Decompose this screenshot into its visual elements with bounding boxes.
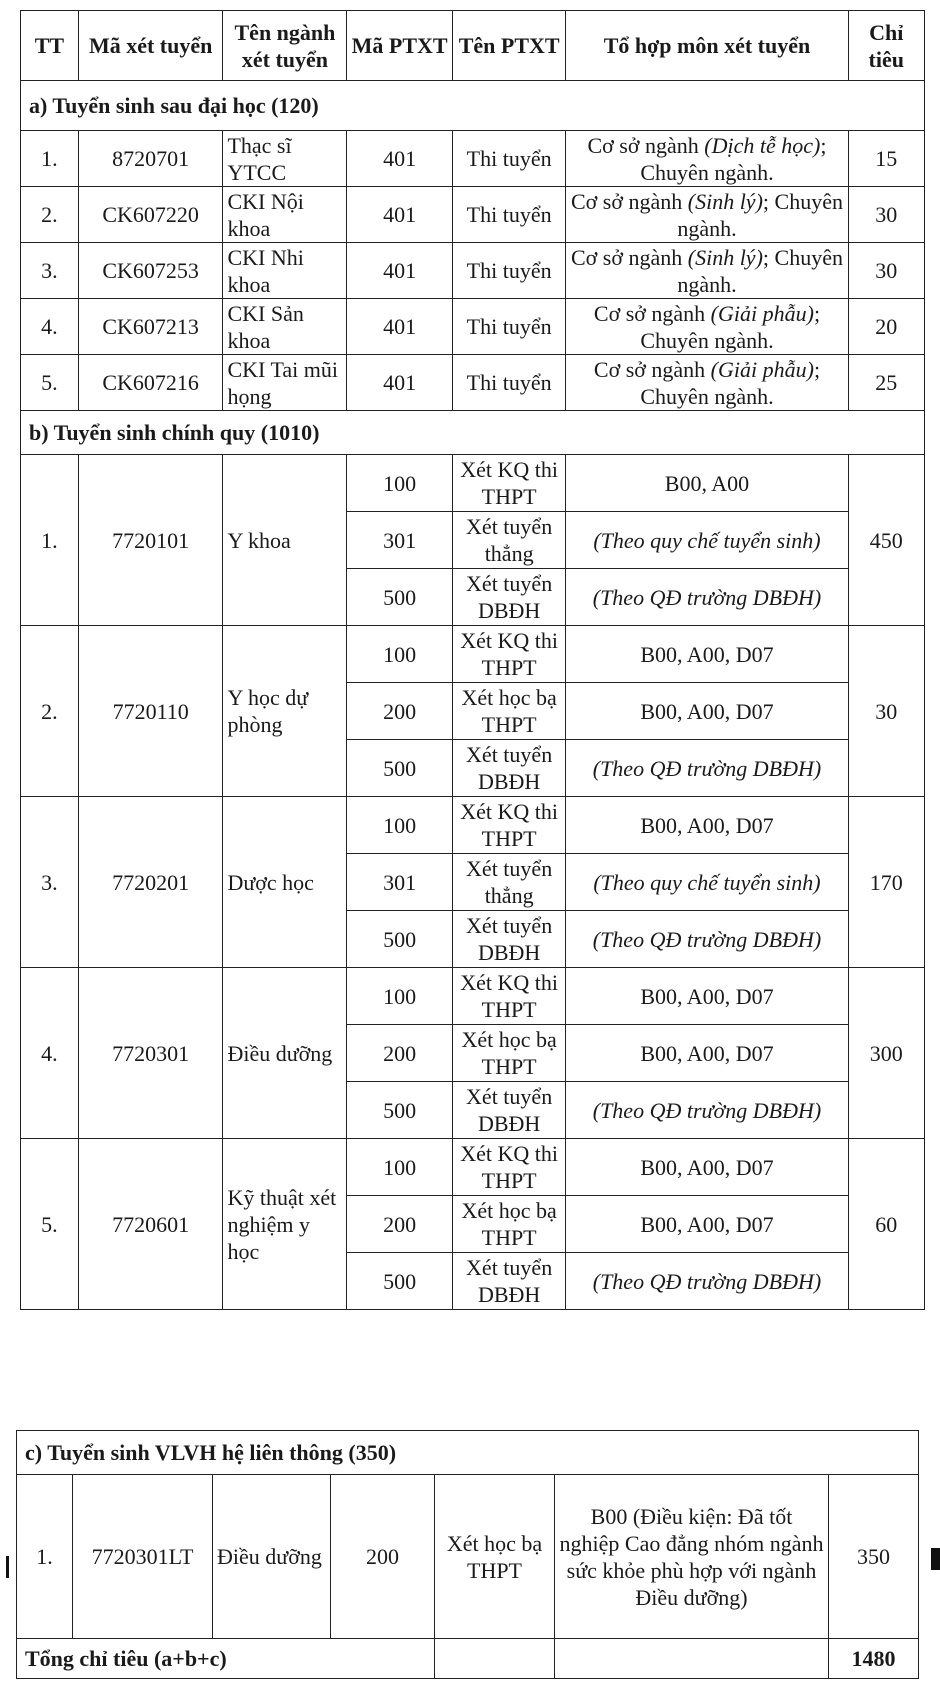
row-ten-nganh: Kỹ thuật xét nghiệm y học (223, 1139, 347, 1310)
col-chi-tieu: Chỉ tiêu (848, 11, 925, 81)
row-ten-nganh: CKI Nhi khoa (223, 243, 347, 299)
row-ten-ptxt: Xét tuyển DBĐH (452, 911, 566, 968)
table-row (21, 131, 925, 187)
to-hop-subject: (Giải phẫu) (710, 356, 814, 382)
row-to-hop: (Theo QĐ trường DBĐH) (566, 740, 848, 797)
vlvh-table (16, 1430, 919, 1679)
row-ten-nganh: Thạc sĩ YTCC (223, 131, 347, 187)
row-to-hop: B00, A00 (566, 455, 848, 512)
to-hop-text: Cơ sở ngành (570, 188, 688, 214)
table-row (21, 187, 925, 243)
to-hop-text: ; Chuyên ngành. (677, 188, 843, 241)
row-ten-ptxt: Xét học bạ THPT (452, 1025, 566, 1082)
row-to-hop: (Theo quy chế tuyển sinh) (566, 512, 848, 569)
row-to-hop (566, 299, 848, 355)
row-ten-ptxt: Xét tuyển DBĐH (452, 1082, 566, 1139)
col-ten-nganh: Tên ngành xét tuyển (223, 11, 347, 81)
row-tt: 1. (21, 131, 79, 187)
row-ma-ptxt: 401 (347, 299, 452, 355)
row-ma: 8720701 (78, 131, 223, 187)
row-ma-ptxt: 401 (347, 187, 452, 243)
row-tt: 1. (21, 455, 79, 626)
table-row (21, 626, 925, 683)
row-chi-tieu: 450 (848, 455, 925, 626)
row-ten-ptxt: Xét tuyển thẳng (452, 512, 566, 569)
row-ten-ptxt: Thi tuyển (452, 243, 566, 299)
total-row (17, 1639, 919, 1679)
to-hop-text: Cơ sở ngành (593, 356, 711, 382)
col-ma-xet-tuyen: Mã xét tuyển (78, 11, 223, 81)
row-to-hop (566, 355, 848, 411)
total-label: Tổng chỉ tiêu (a+b+c) (17, 1639, 435, 1679)
row-ten-nganh: Y học dự phòng (223, 626, 347, 797)
row-to-hop: B00, A00, D07 (566, 683, 848, 740)
total-empty-2 (555, 1639, 829, 1679)
row-ma-ptxt: 100 (347, 1139, 452, 1196)
row-tt: 2. (21, 626, 79, 797)
section-c-title: c) Tuyển sinh VLVH hệ liên thông (350) (17, 1431, 919, 1475)
row-ma: CK607220 (78, 187, 223, 243)
row-tt: 3. (21, 243, 79, 299)
table-row (21, 299, 925, 355)
row-chi-tieu: 170 (848, 797, 925, 968)
row-chi-tieu: 30 (848, 187, 925, 243)
to-hop-text: ; Chuyên ngành. (640, 300, 821, 353)
row-ma-ptxt: 200 (347, 683, 452, 740)
table-row (21, 1139, 925, 1196)
row-to-hop: (Theo quy chế tuyển sinh) (566, 854, 848, 911)
row-to-hop: (Theo QĐ trường DBĐH) (566, 911, 848, 968)
row-ten-nganh: Y khoa (223, 455, 347, 626)
row-to-hop (566, 131, 848, 187)
row-to-hop: B00, A00, D07 (566, 1139, 848, 1196)
row-to-hop (566, 243, 848, 299)
row-ma-ptxt: 200 (347, 1196, 452, 1253)
row-ten-ptxt: Xét tuyển DBĐH (452, 569, 566, 626)
row-ma-ptxt: 100 (347, 626, 452, 683)
row-chi-tieu: 30 (848, 626, 925, 797)
row-to-hop: B00, A00, D07 (566, 797, 848, 854)
row-ma: CK607213 (78, 299, 223, 355)
row-ten-nganh: CKI Sản khoa (223, 299, 347, 355)
row-chi-tieu: 300 (848, 968, 925, 1139)
row-tt: 4. (21, 968, 79, 1139)
row-chi-tieu: 15 (848, 131, 925, 187)
col-ten-ptxt: Tên PTXT (452, 11, 566, 81)
row-to-hop: (Theo QĐ trường DBĐH) (566, 569, 848, 626)
to-hop-subject: (Giải phẫu) (710, 300, 814, 326)
row-to-hop (566, 187, 848, 243)
row-ten-ptxt: Xét tuyển DBĐH (452, 740, 566, 797)
row-ma: CK607253 (78, 243, 223, 299)
table-row (17, 1475, 919, 1639)
to-hop-subject: (Sinh lý) (687, 188, 763, 214)
row-ma-ptxt: 200 (331, 1475, 435, 1639)
row-ma-ptxt: 500 (347, 569, 452, 626)
row-ten-ptxt: Thi tuyển (452, 299, 566, 355)
row-ten-ptxt: Thi tuyển (452, 131, 566, 187)
row-ten-ptxt: Xét tuyển DBĐH (452, 1253, 566, 1310)
row-ma: 7720101 (78, 455, 223, 626)
row-ten-nganh: Điều dưỡng (213, 1475, 331, 1639)
row-to-hop: B00, A00, D07 (566, 1025, 848, 1082)
to-hop-text: Cơ sở ngành (570, 244, 688, 270)
row-ma-ptxt: 100 (347, 968, 452, 1025)
total-empty-1 (435, 1639, 555, 1679)
row-ma-ptxt: 200 (347, 1025, 452, 1082)
row-chi-tieu: 350 (829, 1475, 919, 1639)
row-to-hop: (Theo QĐ trường DBĐH) (566, 1082, 848, 1139)
row-ma-ptxt: 301 (347, 854, 452, 911)
row-ten-ptxt: Xét học bạ THPT (452, 1196, 566, 1253)
row-ma-ptxt: 401 (347, 243, 452, 299)
row-to-hop: B00, A00, D07 (566, 626, 848, 683)
col-ma-ptxt: Mã PTXT (347, 11, 452, 81)
row-ma: CK607216 (78, 355, 223, 411)
to-hop-subject: (Dịch tễ học) (704, 132, 821, 158)
row-chi-tieu: 25 (848, 355, 925, 411)
row-ten-ptxt: Thi tuyển (452, 187, 566, 243)
table-row (21, 355, 925, 411)
row-ten-ptxt: Xét tuyển thẳng (452, 854, 566, 911)
table-row (21, 455, 925, 512)
row-ma: 7720601 (78, 1139, 223, 1310)
row-chi-tieu: 20 (848, 299, 925, 355)
row-ma-ptxt: 100 (347, 797, 452, 854)
total-value: 1480 (829, 1639, 919, 1679)
row-ten-ptxt: Thi tuyển (452, 355, 566, 411)
to-hop-subject: (Sinh lý) (687, 244, 763, 270)
table-row (21, 797, 925, 854)
admission-table (20, 10, 925, 1310)
row-ma-ptxt: 301 (347, 512, 452, 569)
row-ma-ptxt: 500 (347, 1253, 452, 1310)
row-ten-ptxt: Xét học bạ THPT (435, 1475, 555, 1639)
col-tt: TT (21, 11, 79, 81)
section-a-title: a) Tuyển sinh sau đại học (120) (21, 81, 925, 131)
row-ma: 7720110 (78, 626, 223, 797)
row-tt: 5. (21, 355, 79, 411)
row-ma-ptxt: 500 (347, 740, 452, 797)
scan-mark-left (6, 1556, 9, 1578)
row-ten-nganh: Điều dưỡng (223, 968, 347, 1139)
row-ten-ptxt: Xét KQ thi THPT (452, 797, 566, 854)
row-ma: 7720201 (78, 797, 223, 968)
to-hop-text: Cơ sở ngành (593, 300, 711, 326)
row-tt: 4. (21, 299, 79, 355)
row-to-hop: B00, A00, D07 (566, 1196, 848, 1253)
row-ten-nganh: CKI Tai mũi họng (223, 355, 347, 411)
row-ten-ptxt: Xét KQ thi THPT (452, 455, 566, 512)
row-chi-tieu: 30 (848, 243, 925, 299)
to-hop-text: Cơ sở ngành (587, 132, 705, 158)
row-ma: 7720301LT (73, 1475, 213, 1639)
row-ma-ptxt: 100 (347, 455, 452, 512)
row-ten-ptxt: Xét KQ thi THPT (452, 968, 566, 1025)
row-ma-ptxt: 401 (347, 355, 452, 411)
row-ma-ptxt: 401 (347, 131, 452, 187)
row-to-hop: (Theo QĐ trường DBĐH) (566, 1253, 848, 1310)
row-ma-ptxt: 500 (347, 911, 452, 968)
row-tt: 5. (21, 1139, 79, 1310)
row-ten-nganh: Dược học (223, 797, 347, 968)
row-to-hop: B00, A00, D07 (566, 968, 848, 1025)
row-ten-ptxt: Xét KQ thi THPT (452, 1139, 566, 1196)
row-tt: 3. (21, 797, 79, 968)
row-ten-ptxt: Xét KQ thi THPT (452, 626, 566, 683)
row-chi-tieu: 60 (848, 1139, 925, 1310)
scan-mark-right (931, 1548, 940, 1570)
section-b-title: b) Tuyển sinh chính quy (1010) (21, 411, 925, 455)
row-to-hop: B00 (Điều kiện: Đã tốt nghiệp Cao đẳng nhóm ngành sức khỏe phù hợp với ngành Điều dưỡng) (555, 1475, 829, 1639)
to-hop-text: ; Chuyên ngành. (640, 356, 821, 409)
header-row (21, 11, 925, 81)
to-hop-text: ; Chuyên ngành. (640, 132, 827, 185)
row-tt: 2. (21, 187, 79, 243)
row-tt: 1. (17, 1475, 73, 1639)
row-ten-nganh: CKI Nội khoa (223, 187, 347, 243)
table-row (21, 243, 925, 299)
col-to-hop: Tổ hợp môn xét tuyển (566, 11, 848, 81)
row-ma-ptxt: 500 (347, 1082, 452, 1139)
row-ma: 7720301 (78, 968, 223, 1139)
row-ten-ptxt: Xét học bạ THPT (452, 683, 566, 740)
table-row (21, 968, 925, 1025)
to-hop-text: ; Chuyên ngành. (677, 244, 843, 297)
